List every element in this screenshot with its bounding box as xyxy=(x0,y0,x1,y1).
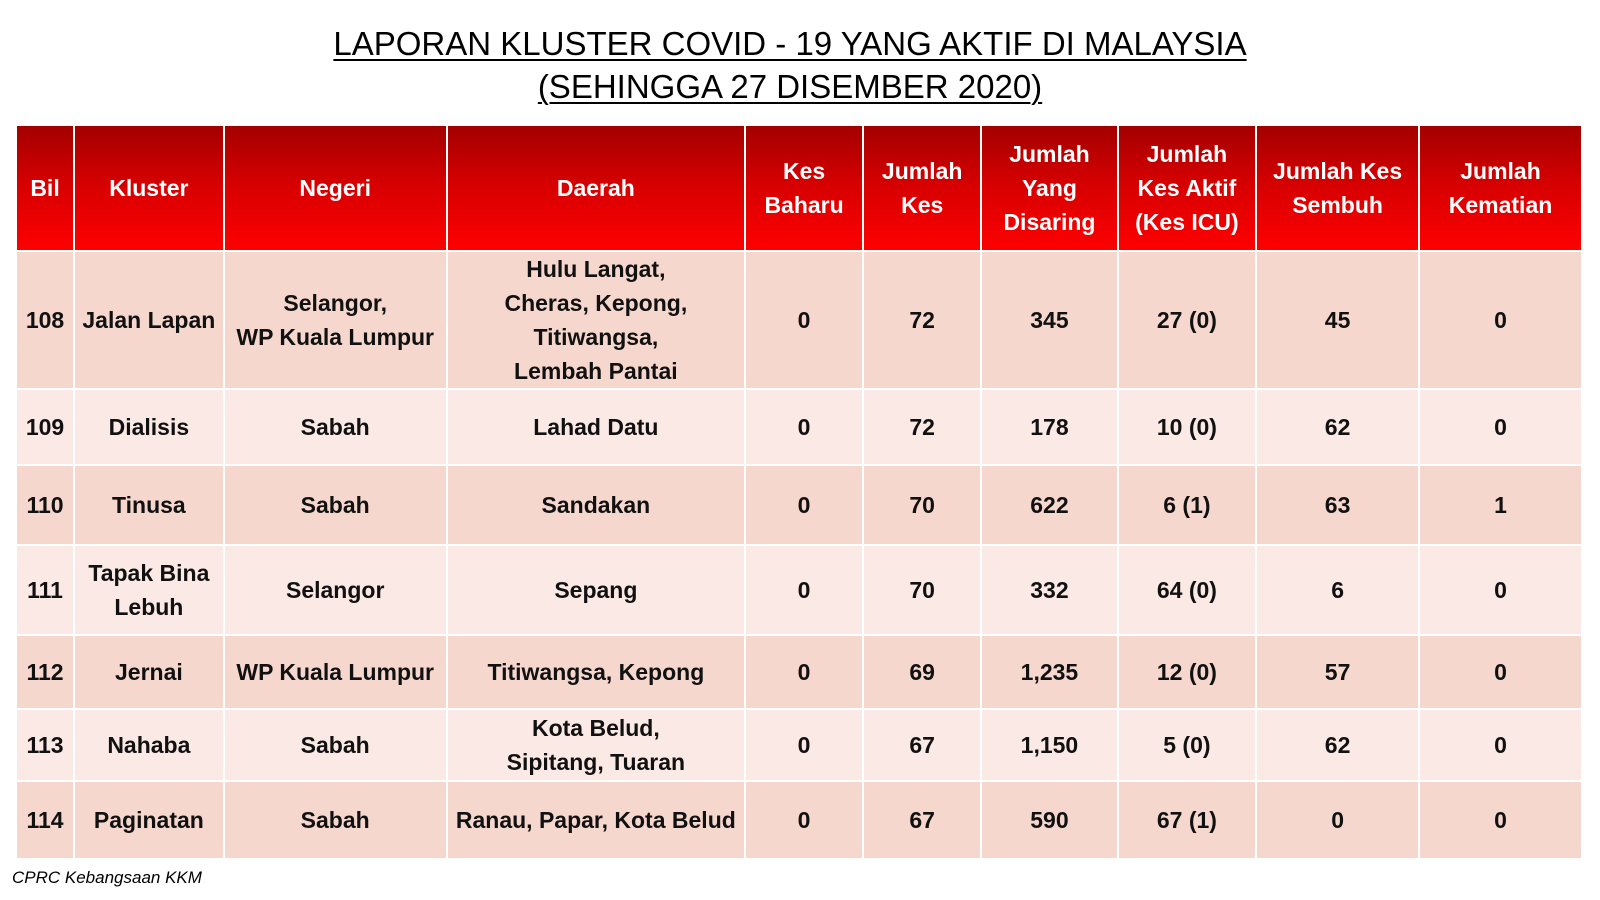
cell-jumlah-disaring: 178 xyxy=(981,389,1117,465)
header-jumlah-sembuh: Jumlah Kes Sembuh xyxy=(1256,125,1419,251)
cell-jumlah-kematian: 0 xyxy=(1419,251,1582,389)
cell-jumlah-sembuh: 0 xyxy=(1256,781,1419,859)
header-bil: Bil xyxy=(16,125,74,251)
cell-jumlah-sembuh: 62 xyxy=(1256,389,1419,465)
cell-kes-baharu: 0 xyxy=(745,389,863,465)
cell-jumlah-disaring: 332 xyxy=(981,545,1117,635)
cell-jumlah-sembuh: 62 xyxy=(1256,709,1419,781)
cell-kes-baharu: 0 xyxy=(745,709,863,781)
table-row xyxy=(16,251,1582,389)
cell-daerah: Titiwangsa, Kepong xyxy=(447,635,745,709)
header-jumlah-kes: Jumlah Kes xyxy=(863,125,981,251)
cell-jumlah-kematian: 0 xyxy=(1419,781,1582,859)
cell-kluster: Tapak Bina Lebuh xyxy=(74,545,224,635)
cell-bil: 109 xyxy=(16,389,74,465)
title-line-2: (SEHINGGA 27 DISEMBER 2020) xyxy=(537,68,1043,105)
header-row xyxy=(16,125,1582,251)
cell-negeri: Selangor xyxy=(224,545,447,635)
cell-daerah: Hulu Langat, Cheras, Kepong, Titiwangsa, Lembah Pantai xyxy=(447,251,745,389)
cluster-table xyxy=(15,124,1583,860)
cell-jumlah-disaring: 590 xyxy=(981,781,1117,859)
header-negeri: Negeri xyxy=(224,125,447,251)
table-row xyxy=(16,781,1582,859)
cell-jumlah-kes: 70 xyxy=(863,465,981,545)
cell-kluster: Jernai xyxy=(74,635,224,709)
header-kluster: Kluster xyxy=(74,125,224,251)
table-header xyxy=(16,125,1582,251)
cell-negeri: Sabah xyxy=(224,781,447,859)
cell-jumlah-kematian: 0 xyxy=(1419,545,1582,635)
cell-jumlah-kes: 72 xyxy=(863,389,981,465)
cell-kluster: Tinusa xyxy=(74,465,224,545)
table-row xyxy=(16,635,1582,709)
cell-kes-baharu: 0 xyxy=(745,781,863,859)
cell-jumlah-aktif: 64 (0) xyxy=(1118,545,1256,635)
cell-jumlah-disaring: 1,235 xyxy=(981,635,1117,709)
cell-bil: 108 xyxy=(16,251,74,389)
cell-jumlah-kes: 72 xyxy=(863,251,981,389)
cell-daerah: Sepang xyxy=(447,545,745,635)
cell-kes-baharu: 0 xyxy=(745,465,863,545)
cell-jumlah-disaring: 1,150 xyxy=(981,709,1117,781)
cell-negeri: Sabah xyxy=(224,465,447,545)
source-note: CPRC Kebangsaan KKM xyxy=(12,868,202,887)
cell-kes-baharu: 0 xyxy=(745,635,863,709)
cell-jumlah-aktif: 6 (1) xyxy=(1118,465,1256,545)
cell-negeri: WP Kuala Lumpur xyxy=(224,635,447,709)
cell-jumlah-kematian: 0 xyxy=(1419,709,1582,781)
cell-jumlah-kematian: 0 xyxy=(1419,389,1582,465)
cell-kluster: Dialisis xyxy=(74,389,224,465)
cell-jumlah-aktif: 67 (1) xyxy=(1118,781,1256,859)
cell-jumlah-kematian: 1 xyxy=(1419,465,1582,545)
cell-jumlah-kes: 67 xyxy=(863,709,981,781)
header-daerah: Daerah xyxy=(447,125,745,251)
cell-kes-baharu: 0 xyxy=(745,545,863,635)
cell-kes-baharu: 0 xyxy=(745,251,863,389)
cell-kluster: Nahaba xyxy=(74,709,224,781)
cell-jumlah-disaring: 345 xyxy=(981,251,1117,389)
cell-jumlah-aktif: 5 (0) xyxy=(1118,709,1256,781)
header-kes-baharu: Kes Baharu xyxy=(745,125,863,251)
cell-jumlah-aktif: 27 (0) xyxy=(1118,251,1256,389)
cell-negeri: Sabah xyxy=(224,709,447,781)
cell-kluster: Jalan Lapan xyxy=(74,251,224,389)
cell-bil: 114 xyxy=(16,781,74,859)
cell-kluster: Paginatan xyxy=(74,781,224,859)
cell-daerah: Lahad Datu xyxy=(447,389,745,465)
cell-jumlah-kematian: 0 xyxy=(1419,635,1582,709)
title-line-1: LAPORAN KLUSTER COVID - 19 YANG AKTIF DI MALAYSIA xyxy=(333,25,1247,62)
cell-jumlah-kes: 70 xyxy=(863,545,981,635)
header-jumlah-kematian: Jumlah Kematian xyxy=(1419,125,1582,251)
cell-bil: 111 xyxy=(16,545,74,635)
cell-jumlah-aktif: 10 (0) xyxy=(1118,389,1256,465)
table-row xyxy=(16,709,1582,781)
cell-negeri: Selangor, WP Kuala Lumpur xyxy=(224,251,447,389)
table-row xyxy=(16,465,1582,545)
cell-bil: 110 xyxy=(16,465,74,545)
table-row xyxy=(16,389,1582,465)
cell-negeri: Sabah xyxy=(224,389,447,465)
cell-jumlah-kes: 67 xyxy=(863,781,981,859)
cell-bil: 112 xyxy=(16,635,74,709)
table-body xyxy=(16,251,1582,859)
cell-jumlah-disaring: 622 xyxy=(981,465,1117,545)
cell-daerah: Sandakan xyxy=(447,465,745,545)
report-title xyxy=(0,22,1580,108)
cell-jumlah-sembuh: 57 xyxy=(1256,635,1419,709)
cell-daerah: Ranau, Papar, Kota Belud xyxy=(447,781,745,859)
table-row xyxy=(16,545,1582,635)
cell-daerah: Kota Belud, Sipitang, Tuaran xyxy=(447,709,745,781)
cell-jumlah-sembuh: 63 xyxy=(1256,465,1419,545)
cell-jumlah-kes: 69 xyxy=(863,635,981,709)
cell-jumlah-sembuh: 6 xyxy=(1256,545,1419,635)
header-jumlah-disaring: Jumlah Yang Disaring xyxy=(981,125,1117,251)
cell-jumlah-sembuh: 45 xyxy=(1256,251,1419,389)
cell-bil: 113 xyxy=(16,709,74,781)
cell-jumlah-aktif: 12 (0) xyxy=(1118,635,1256,709)
header-jumlah-aktif: Jumlah Kes Aktif (Kes ICU) xyxy=(1118,125,1256,251)
